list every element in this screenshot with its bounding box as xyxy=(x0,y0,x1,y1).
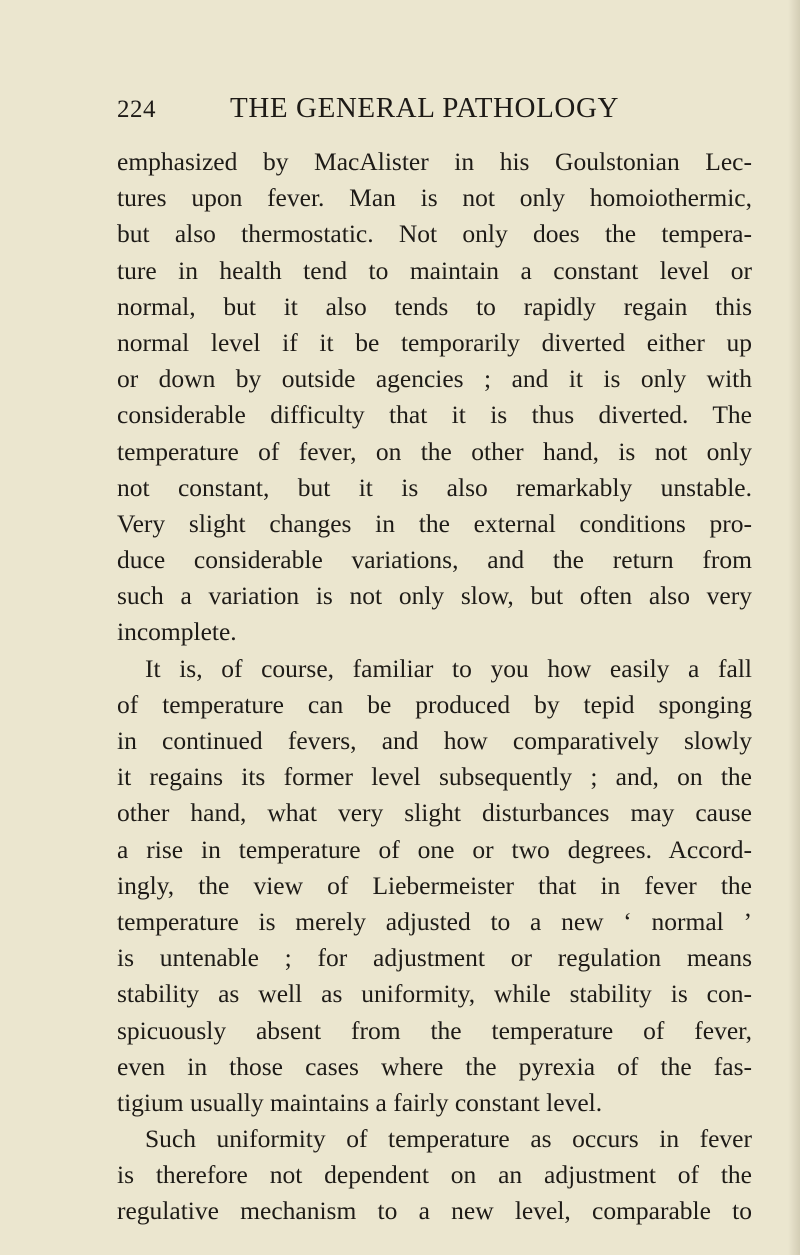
text-line: but also thermostatic. Not only does the tempera- xyxy=(117,219,752,249)
text-line-paragraph-start: It is, of course, familiar to you how easily a fall xyxy=(145,653,752,683)
body-text xyxy=(117,144,752,1230)
text-line: it regains its former level subsequently ; and, on the xyxy=(117,762,752,792)
text-line: ture in health tend to maintain a constant level or xyxy=(117,255,752,285)
text-line: such a variation is not only slow, but often also very xyxy=(117,581,752,611)
text-line: considerable difficulty that it is thus diverted. The xyxy=(117,400,752,430)
text-line: is untenable ; for adjustment or regulation means xyxy=(117,943,752,973)
text-line: in continued fevers, and how comparatively slowly xyxy=(117,726,752,755)
text-line: temperature of fever, on the other hand, is not only xyxy=(117,436,752,466)
text-line: Very slight changes in the external conditions pro- xyxy=(117,508,752,538)
text-line-paragraph-end: incomplete. xyxy=(117,617,237,647)
text-line: other hand, what very slight disturbances may cause xyxy=(117,798,752,828)
page-edge-shadow xyxy=(788,0,800,1255)
text-line: emphasized by MacAlister in his Goulstonian Lec- xyxy=(117,147,752,176)
text-line: or down by outside agencies ; and it is only with xyxy=(117,364,752,394)
text-line: is therefore not dependent on an adjustment of the xyxy=(117,1160,752,1190)
running-head: THE GENERAL PATHOLOGY xyxy=(230,92,620,124)
text-line: of temperature can be produced by tepid sponging xyxy=(117,689,752,719)
text-line-paragraph-start: Such uniformity of temperature as occurs in fever xyxy=(145,1124,752,1154)
text-line: tures upon fever. Man is not only homoiothermic, xyxy=(117,183,752,213)
text-line-paragraph-end: tigium usually maintains a fairly constant level. xyxy=(117,1087,603,1117)
text-line: normal, but it also tends to rapidly regain this xyxy=(117,291,752,321)
text-line: temperature is merely adjusted to a new ‘ normal ’ xyxy=(117,906,752,936)
text-line: a rise in temperature of one or two degrees. Accord- xyxy=(117,834,752,864)
text-line: even in those cases where the pyrexia of the fas- xyxy=(117,1051,752,1081)
text-line: normal level if it be temporarily diverted either up xyxy=(117,327,752,357)
text-line: not constant, but it is also remarkably unstable. xyxy=(117,472,752,502)
text-line: stability as well as uniformity, while stability is con- xyxy=(117,979,752,1009)
text-line: ingly, the view of Liebermeister that in fever the xyxy=(117,870,752,900)
text-line: regulative mechanism to a new level, comparable to xyxy=(117,1196,752,1226)
page-number: 224 xyxy=(117,96,156,123)
text-line: duce considerable variations, and the return from xyxy=(117,545,752,575)
text-line: spicuously absent from the temperature of fever, xyxy=(117,1015,752,1045)
